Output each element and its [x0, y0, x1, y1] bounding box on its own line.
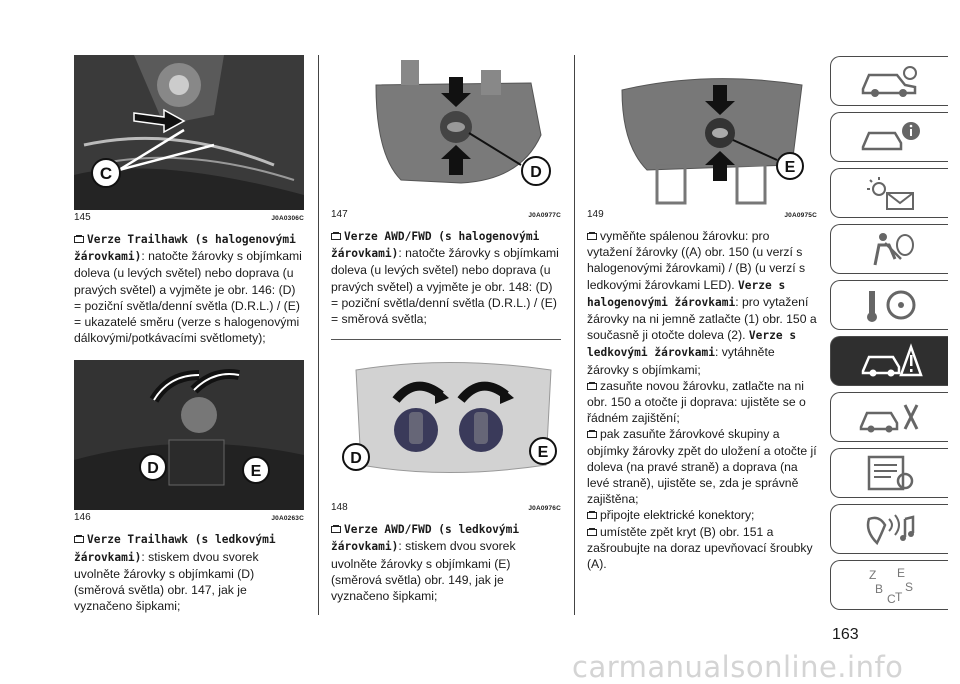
technical-data-icon	[855, 453, 925, 493]
index-letter: Z	[868, 568, 876, 582]
bullet-bold: Verze s ledkovými žárovkami	[587, 329, 797, 360]
tab-safety[interactable]	[830, 224, 948, 274]
watermark[interactable]: carmanualsonline.info	[572, 650, 904, 684]
figure-146-label-e: E	[250, 463, 262, 481]
bullet-icon	[74, 235, 84, 243]
figure-147-photo	[331, 55, 561, 207]
bullet-text: umístěte zpět kryt (B) obr. 151 a zašroubujte na doraz upevňovací šroubky (A).	[587, 524, 813, 572]
index-letter: S	[904, 580, 913, 594]
bullet-text: vyměňte spálenou žárovku: pro vytažení žárovky ((A) obr. 150 (u verzí s halogenovými žárovkami) / (B) (u verzí s ledkovými žárovkami LED).	[587, 229, 806, 292]
index-letter: B	[874, 582, 883, 596]
bullet-text: : pro vytažení žárovky na ni jemně zatlačte (1) obr. 150 a současně ji otočte doleva (2).	[587, 294, 817, 343]
figure-code: J0A0306C	[271, 215, 304, 222]
index-icon	[855, 565, 925, 605]
paragraph-text: : natočte žárovky s objímkami doleva (u levých světel) nebo doprava (u pravých světel) a vyjměte je obr. 148: (D) = poziční světla/denní světla (D.R.L.) / (E) = směrová světla;	[331, 246, 559, 327]
figure-148-photo	[331, 350, 561, 500]
paragraph-heading: Verze AWD/FWD (s ledkovými žárovkami)	[331, 523, 520, 554]
bullet-icon	[587, 511, 597, 519]
figure-145-photo	[74, 55, 304, 210]
bullet-icon	[331, 525, 341, 533]
column-3	[587, 55, 817, 572]
paragraph	[74, 231, 304, 346]
emergency-icon	[855, 341, 925, 381]
dashboard-info-icon	[855, 117, 925, 157]
figure-147-caption	[331, 209, 561, 220]
bullet-item	[587, 228, 817, 378]
bullet-icon	[587, 430, 597, 438]
bullet-icon	[587, 382, 597, 390]
tab-emergency[interactable]	[830, 336, 948, 386]
tab-car-info[interactable]	[830, 56, 948, 106]
warning-lights-icon	[855, 173, 925, 213]
paragraph-text: : natočte žárovky s objímkami doleva (u levých světel) nebo doprava (u pravých světel) a vyjměte je obr. 146: (D) = poziční světla/denní světla (D.R.L.) / (E) = ukazatelé směru (verze s halogenovými dálkovými/potkávacími světlomety);	[74, 249, 302, 346]
figure-145-label-c: C	[99, 164, 113, 183]
figure-149-photo	[587, 55, 817, 207]
paragraph-heading: Verze Trailhawk (s ledkovými žárovkami)	[74, 533, 276, 564]
figure-code: J0A0263C	[271, 515, 304, 523]
bullet-text: zasuňte novou žárovku, zatlačte na ni obr. 150 a otočte ji doprava: ujistěte se o řádném zajištění;	[587, 378, 806, 426]
figure-number: 146	[74, 512, 91, 524]
maintenance-icon	[855, 397, 925, 437]
figure-149-caption	[587, 209, 817, 220]
paragraph-text: : stiskem dvou svorek uvolněte žárovky s objímkami (D) (směrová světla) obr. 147, jak je vyznačeno šipkami;	[74, 549, 259, 614]
figure-code: J0A0977C	[528, 212, 561, 219]
bullet-text: pak zasuňte žárovkové skupiny a objímky žárovky zpět do uložení a otočte jí doleva (na pravé straně) a doprava (na levé straně), ujistěte se, zda je správně zajištěna;	[587, 427, 817, 507]
bullet-bold: Verze s halogenovými žárovkami	[587, 278, 786, 309]
safety-airbag-icon	[855, 229, 925, 269]
bullet-icon	[587, 232, 597, 240]
bullet-icon	[587, 528, 597, 536]
tab-technical-data[interactable]	[830, 448, 948, 498]
bullet-icon	[74, 535, 84, 543]
figure-148-caption	[331, 502, 561, 513]
bullet-icon	[331, 232, 341, 240]
figure-number: 148	[331, 502, 348, 514]
figure-code: J0A0975C	[784, 212, 817, 219]
paragraph-heading: Verze Trailhawk (s halogenovými žárovkami)	[74, 233, 296, 264]
index-letter: E	[896, 566, 905, 580]
figure-148-label-e: E	[537, 444, 549, 462]
tab-index[interactable]	[830, 560, 948, 610]
bullet-item	[587, 426, 817, 507]
chapter-tabs	[830, 56, 949, 616]
column-2	[331, 55, 561, 604]
separator	[331, 339, 561, 340]
figure-145-caption	[74, 212, 304, 223]
paragraph	[331, 521, 561, 604]
paragraph	[331, 228, 561, 327]
figure-147-label-d: D	[530, 164, 542, 181]
index-letter: C	[886, 592, 896, 605]
page-number: 163	[832, 626, 859, 643]
figure-148-label-d: D	[350, 450, 362, 468]
bullet-item	[587, 524, 817, 573]
tab-starting-driving[interactable]	[830, 280, 948, 330]
column-1	[74, 55, 304, 614]
bullet-text: : vytáhněte žárovky s objímkami;	[587, 345, 775, 377]
figure-146-caption	[74, 512, 304, 523]
column-divider	[574, 55, 575, 615]
figure-number: 149	[587, 209, 604, 220]
figure-146-photo	[74, 360, 304, 510]
paragraph	[74, 531, 304, 614]
multimedia-icon	[855, 509, 925, 549]
figure-146-label-d: D	[147, 460, 159, 478]
car-info-icon	[855, 61, 925, 101]
bullet-item	[587, 507, 817, 523]
tab-dashboard-info[interactable]	[830, 112, 948, 162]
tab-multimedia[interactable]	[830, 504, 948, 554]
starting-driving-icon	[855, 285, 925, 325]
figure-code: J0A0976C	[528, 505, 561, 513]
index-letter: T	[894, 590, 902, 604]
bullet-item	[587, 378, 817, 427]
paragraph-text: : stiskem dvou svorek uvolněte žárovky s objímkami (E) (směrová světla) obr. 149, jak je vyznačeno šipkami;	[331, 539, 516, 604]
bullet-text: připojte elektrické konektory;	[600, 508, 755, 523]
paragraph-heading: Verze AWD/FWD (s halogenovými žárovkami)	[331, 230, 540, 261]
column-divider	[318, 55, 319, 615]
figure-number: 147	[331, 209, 348, 220]
figure-number: 145	[74, 212, 91, 223]
figure-149-label-e: E	[784, 159, 796, 176]
tab-warning-lights[interactable]	[830, 168, 948, 218]
tab-maintenance[interactable]	[830, 392, 948, 442]
